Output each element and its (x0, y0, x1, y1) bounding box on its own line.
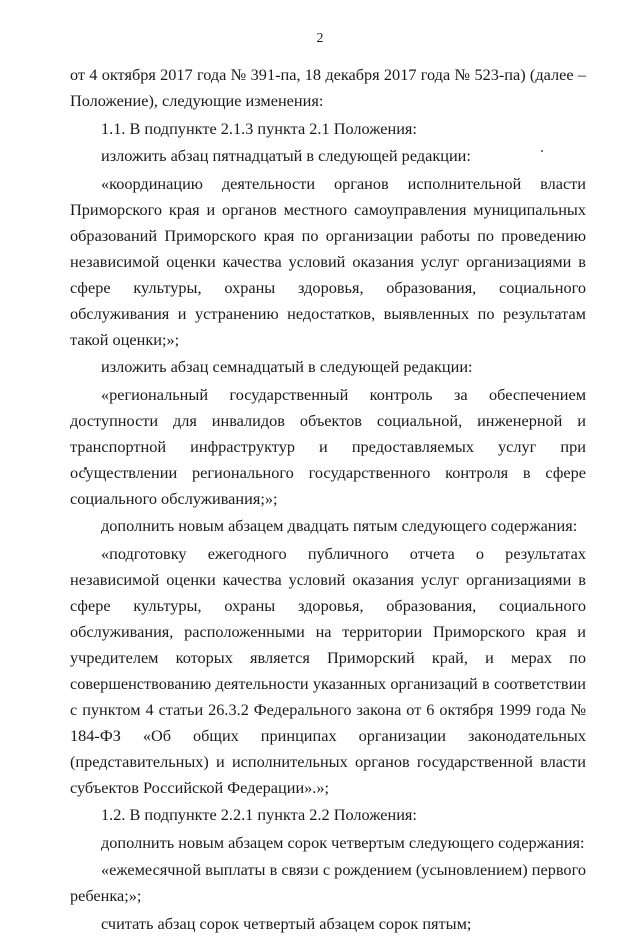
paragraph-instruction: считать абзац сорок четвертый абзацем сорок пятым; (101, 913, 472, 933)
paragraph-subclause-1-2: 1.2. В подпункте 2.2.1 пункта 2.2 Положения: (101, 805, 417, 824)
page-number: 2 (316, 31, 324, 46)
paragraph-subclause-1-1: 1.1. В подпункте 2.1.3 пункта 2.1 Положения: (101, 118, 417, 138)
document-body (70, 62, 586, 938)
paragraph-continuation: от 4 октября 2017 года № 391-па, 18 декабря 2017 года № 523-па) (далее – Положение), следующие изменения: (70, 65, 586, 110)
paragraph-instruction: изложить абзац семнадцатый в следующей редакции: (101, 357, 473, 376)
paragraph-quoted-text: «подготовку ежегодного публичного отчета о результатах независимой оценки качества условий оказания услуг организациями в сфере культуры, охраны здоровья, образования, социального обслуживания, расположенными на территории Приморского края и учредителем которых является Приморский край, и мерах по совершенствованию деятельности указанных организаций в соответствии с пунктом 4 статьи 26.3.2 Федерального закона от 6 октября 1999 года № 184-ФЗ «Об общих принципах организации законодательных (представительных) и исполнительных органов государственной власти субъектов Российской Федерации».»; (70, 543, 586, 797)
paragraph-quoted-text: «региональный государственный контроль за обеспечением доступности для инвалидов объектов социальной, инженерной и транспортной инфраструктур и предоставляемых услуг при осуществлении регионального государственного контроля в сфере социального обслуживания;»; (70, 384, 586, 508)
paragraph-instruction: изложить абзац пятнадцатый в следующей редакции: (101, 146, 471, 165)
paragraph-quoted-text: «ежемесячной выплаты в связи с рождением (усыновлением) первого ребенка;»; (70, 860, 586, 905)
paragraph-instruction: дополнить новым абзацем сорок четвертым следующего содержания: (101, 832, 585, 852)
paragraph-quoted-text: «координацию деятельности органов исполнительной власти Приморского края и органов местного самоуправления муниципальных образований Приморского края по организации работы по проведению независимой оценки качества условий оказания услуг организациями в сфере культуры, охраны здоровья, образования, социального обслуживания и устранению недостатков, выявленных по результатам такой оценки;»; (70, 173, 586, 349)
paragraph-instruction: дополнить новым абзацем двадцать пятым следующего содержания: (101, 516, 578, 535)
